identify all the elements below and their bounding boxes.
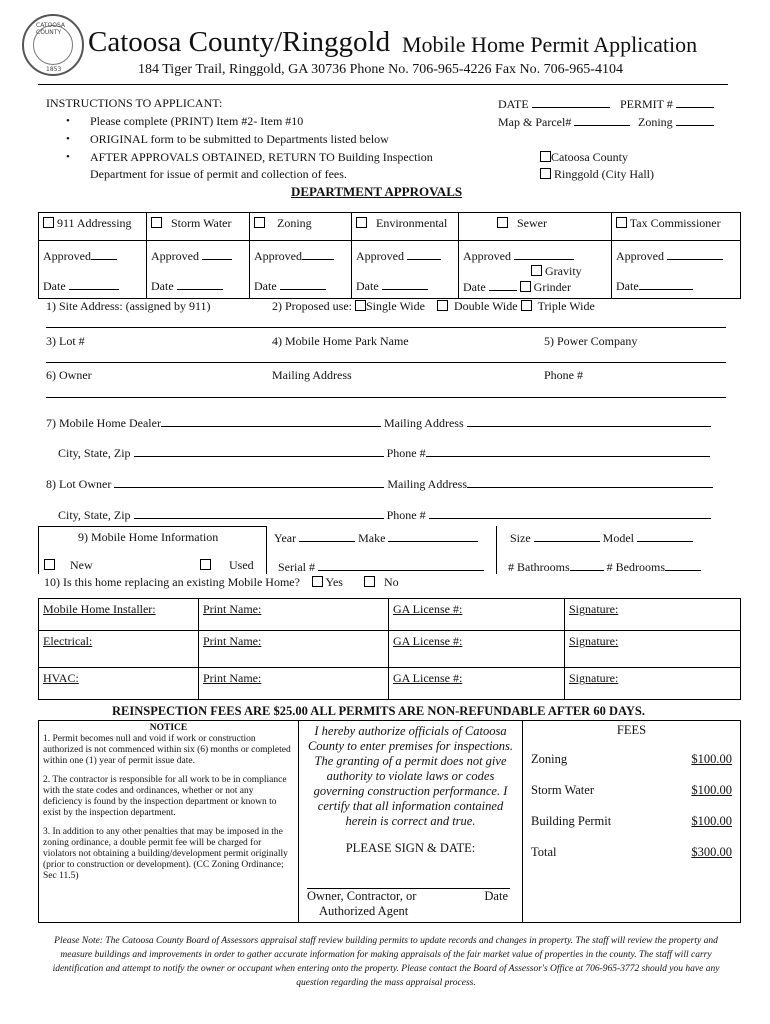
power-company-label: 5) Power Company	[544, 334, 638, 348]
authorization-cell: I hereby authorize officials of Catoosa County to enter premises for inspections. The granting of a permit does not give authority to violate laws or codes governing construction performance. I certify that all information contained herein is correct and true. PLEASE SIGN & DATE: Owner, Contractor, or Date Authorized Agent	[299, 721, 523, 923]
size-field[interactable]: Size Model	[510, 530, 693, 546]
form-title: Mobile Home Permit Application	[402, 32, 698, 57]
fees-banner: REINSPECTION FEES ARE $25.00 ALL PERMITS ARE NON-REFUNDABLE AFTER 60 DAYS.	[112, 704, 645, 718]
catoosa-county-checkbox[interactable]: Catoosa County	[540, 150, 628, 165]
fees-cell: FEES Zoning $100.00 Storm Water $100.00 Building Permit $100.00 Total $300.00	[523, 721, 741, 923]
lot-owner-field[interactable]: 8) Lot Owner Mailing Address	[46, 476, 713, 492]
seal-year: 1853	[46, 66, 62, 73]
license-field[interactable]: GA License #:	[389, 668, 565, 700]
serial-field[interactable]: Serial #	[278, 559, 484, 575]
mh-info-label: 9) Mobile Home Information	[78, 530, 219, 544]
seal-text: CATOOSA COUNTY	[36, 22, 65, 36]
signature-field[interactable]: Signature:	[565, 631, 741, 668]
county-seal	[22, 14, 84, 76]
print-name-field[interactable]: Print Name:	[199, 631, 389, 668]
ringgold-checkbox[interactable]: Ringgold (City Hall)	[540, 167, 654, 182]
zoning-field[interactable]: Zoning	[638, 114, 714, 130]
contractors-table	[38, 598, 741, 700]
instruction-item: Please complete (PRINT) Item #2- Item #10	[90, 114, 304, 128]
signature-field[interactable]: Signature:	[565, 599, 741, 631]
owner-label: 6) Owner	[46, 368, 92, 382]
approvals-table	[38, 212, 741, 299]
lot-owner-city-field[interactable]: City, State, Zip Phone #	[58, 507, 711, 523]
address-line: 184 Tiger Trail, Ringgold, GA 30736 Phone No. 706-965-4226 Fax No. 706-965-4104	[138, 62, 623, 77]
print-name-field[interactable]: Print Name:	[199, 599, 389, 631]
hvac-label: HVAC:	[39, 668, 199, 700]
sign-label: PLEASE SIGN & DATE:	[345, 841, 476, 855]
map-parcel-field[interactable]: Map & Parcel#	[498, 114, 630, 130]
instruction-item: AFTER APPROVALS OBTAINED, RETURN TO Building Inspection	[90, 150, 433, 164]
permit-number-field[interactable]: PERMIT #	[620, 96, 714, 112]
dept-sewer[interactable]: Sewer	[459, 213, 612, 241]
site-address-label: 1) Site Address: (assigned by 911)	[46, 299, 211, 313]
year-field[interactable]: Year Make	[274, 530, 478, 546]
instruction-item: ORIGINAL form to be submitted to Departments listed below	[90, 132, 389, 146]
page-title: Catoosa County/Ringgold	[88, 26, 391, 58]
dept-environmental[interactable]: Environmental	[352, 213, 459, 241]
used-checkbox[interactable]: Used	[200, 558, 254, 573]
gravity-checkbox[interactable]: Gravity	[463, 264, 607, 279]
notice-title: NOTICE	[149, 723, 188, 733]
replacing-question: 10) Is this home replacing an existing Mobile Home? Yes No	[44, 575, 399, 589]
approval-cell[interactable]: Approved Date	[250, 241, 352, 299]
dept-911[interactable]: 911 Addressing	[39, 213, 147, 241]
license-field[interactable]: GA License #:	[389, 631, 565, 668]
signature-field[interactable]: Signature:	[565, 668, 741, 700]
license-field[interactable]: GA License #:	[389, 599, 565, 631]
instruction-continuation: Department for issue of permit and collection of fees.	[90, 167, 347, 181]
installer-label: Mobile Home Installer:	[39, 599, 199, 631]
instructions-heading: INSTRUCTIONS TO APPLICANT:	[46, 96, 223, 110]
electrical-label: Electrical:	[39, 631, 199, 668]
notice-item: 2. The contractor is responsible for all work to be in compliance with the state codes and ordinances, whether or not any deficiency is found by the inspection department or known to exist by the inspection department.	[43, 775, 287, 818]
print-name-field[interactable]: Print Name:	[199, 668, 389, 700]
bathrooms-field[interactable]: # Bathrooms # Bedrooms	[508, 559, 701, 575]
notice-item: 3. In addition to any other penalties that may be imposed in the zoning ordinance, a double permit fee will be charged for violators not obtaining a building/development permit originally (prior to construction or development). (CC Zoning Ordinance; Sec 11.5)	[43, 827, 288, 881]
approval-cell-sewer[interactable]: Approved Gravity Date Grinder	[459, 241, 612, 299]
dept-tax-commissioner[interactable]: Tax Commissioner	[612, 213, 741, 241]
department-approvals-title: DEPARTMENT APPROVALS	[291, 184, 463, 199]
dept-storm-water[interactable]: Storm Water	[147, 213, 250, 241]
dealer-field[interactable]: 7) Mobile Home Dealer Mailing Address	[46, 415, 711, 431]
approval-cell[interactable]: Approved Date	[147, 241, 250, 299]
owner-mailing-label: Mailing Address	[272, 368, 352, 382]
dept-zoning[interactable]: Zoning	[250, 213, 352, 241]
new-checkbox[interactable]: New	[44, 558, 93, 573]
date-field[interactable]: DATE	[498, 96, 610, 112]
approval-cell[interactable]: Approved Date	[39, 241, 147, 299]
footer-note: Please Note: The Catoosa County Board of Assessors appraisal staff review building permits to update records and changes in property. The staff will review the property and measure buildings and improvements in order to gather accurate information for making appraisals of the fair market value of properties in the county. The staff will carry identification and attempt to notify the owner or occupant when entering onto the property. Please contact the Board of Assessor's Office at 706-965-3772 should you have any question regarding the mass appraisal process.	[52, 936, 720, 988]
notice-item: 1. Permit becomes null and void if work or construction authorized is not commenced within six (6) months or completed within one (1) year of permit issue date.	[43, 734, 291, 766]
owner-phone-label: Phone #	[544, 368, 583, 382]
park-name-label: 4) Mobile Home Park Name	[272, 334, 409, 348]
approval-cell[interactable]: Approved Date	[352, 241, 459, 299]
approval-cell[interactable]: Approved Date	[612, 241, 741, 299]
notice-cell	[39, 721, 299, 923]
authorization-text: I hereby authorize officials of Catoosa County to enter premises for inspections. The granting of a permit does not give authority to violate laws or codes governing construction performance. I certify that all information contained herein is correct and true.	[307, 724, 514, 828]
notice-table	[38, 720, 741, 923]
lot-label: 3) Lot #	[46, 334, 85, 348]
proposed-use-group[interactable]: 2) Proposed use: Single Wide Double Wide Triple Wide	[272, 299, 595, 313]
no-checkbox[interactable]	[364, 576, 375, 587]
yes-checkbox[interactable]	[312, 576, 323, 587]
dealer-city-field[interactable]: City, State, Zip Phone #	[58, 445, 710, 461]
grinder-label: Grinder	[533, 280, 571, 294]
fees-title: FEES	[616, 723, 647, 737]
